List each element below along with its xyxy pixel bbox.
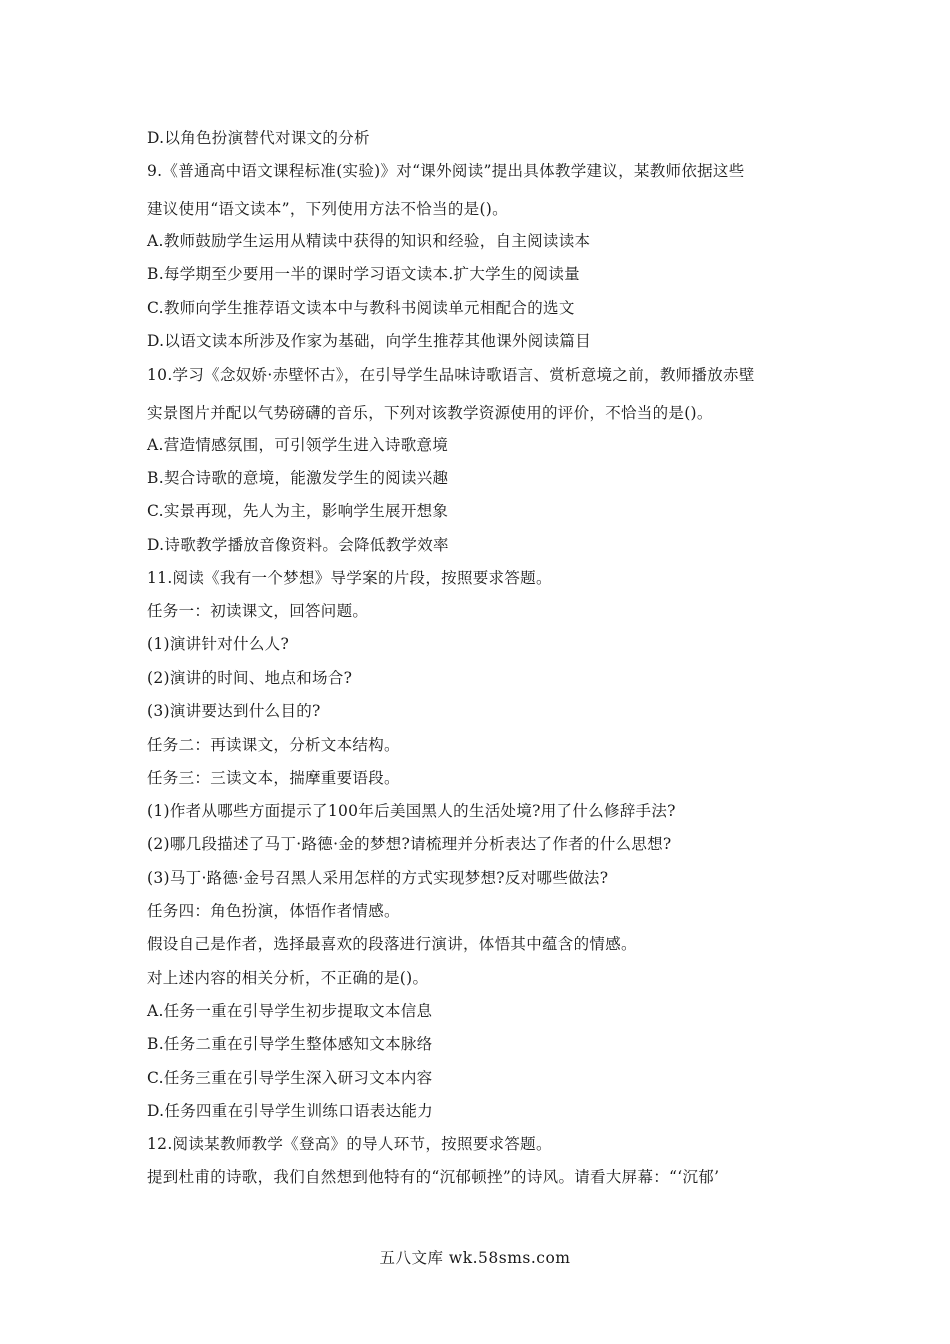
text-line: (2)演讲的时间、地点和场合?: [147, 669, 353, 687]
text-line: (3)演讲要达到什么目的?: [147, 702, 321, 720]
text-line: (1)演讲针对什么人?: [147, 635, 290, 653]
page-footer: 五八文库 wk.58sms.com: [379, 1249, 571, 1267]
text-line: 假设自己是作者，选择最喜欢的段落进行演讲，体悟其中蕴含的情感。: [147, 935, 637, 953]
text-line: 任务三：三读文本，揣摩重要语段。: [147, 769, 400, 787]
text-line: A.任务一重在引导学生初步提取文本信息: [147, 1002, 433, 1020]
text-line: C.教师向学生推荐语文读本中与教科书阅读单元相配合的选文: [147, 299, 575, 317]
text-line: 任务四：角色扮演，体悟作者情感。: [147, 902, 400, 920]
text-line: 实景图片并配以气势磅礴的音乐，下列对该教学资源使用的评价，不恰当的是()。: [147, 404, 713, 422]
text-line: 10.学习《念奴娇·赤壁怀古》，在引导学生品味诗歌语言、赏析意境之前，教师播放赤壁: [147, 366, 755, 384]
text-line: 12.阅读某教师教学《登高》的导人环节，按照要求答题。: [147, 1135, 552, 1153]
text-line: D.以角色扮演替代对课文的分析: [147, 129, 370, 147]
text-line: 提到杜甫的诗歌，我们自然想到他特有的“沉郁顿挫”的诗风。请看大屏幕：“‘沉郁’: [147, 1168, 720, 1186]
text-line: A.营造情感氛围，可引领学生进入诗歌意境: [147, 436, 449, 454]
text-line: D.任务四重在引导学生训练口语表达能力: [147, 1102, 434, 1120]
text-line: 11.阅读《我有一个梦想》导学案的片段，按照要求答题。: [147, 569, 552, 587]
text-line: B.每学期至少要用一半的课时学习语文读本.扩大学生的阅读量: [147, 265, 580, 283]
text-line: B.任务二重在引导学生整体感知文本脉络: [147, 1035, 433, 1053]
text-line: C.任务三重在引导学生深入研习文本内容: [147, 1069, 433, 1087]
text-line: 对上述内容的相关分析，不正确的是()。: [147, 969, 429, 987]
text-line: 9.《普通高中语文课程标准(实验)》对“课外阅读”提出具体教学建议，某教师依据这些: [147, 162, 745, 180]
text-line: B.契合诗歌的意境，能激发学生的阅读兴趣: [147, 469, 449, 487]
text-line: A.教师鼓励学生运用从精读中获得的知识和经验，自主阅读读本: [147, 232, 591, 250]
text-line: (2)哪几段描述了马丁·路德·金的梦想?请梳理并分析表达了作者的什么思想?: [147, 835, 672, 853]
text-line: (3)马丁·路德·金号召黑人采用怎样的方式实现梦想?反对哪些做法?: [147, 869, 609, 887]
text-line: 建议使用“语文读本”，下列使用方法不恰当的是()。: [147, 200, 508, 218]
text-line: 任务二：再读课文，分析文本结构。: [147, 736, 400, 754]
text-line: (1)作者从哪些方面提示了100年后美国黑人的生活处境?用了什么修辞手法?: [147, 802, 676, 820]
text-line: C.实景再现，先人为主，影响学生展开想象: [147, 502, 449, 520]
text-line: D.以语文读本所涉及作家为基础，向学生推荐其他课外阅读篇目: [147, 332, 592, 350]
text-line: 任务一：初读课文，回答问题。: [147, 602, 369, 620]
text-line: D.诗歌教学播放音像资料。会降低教学效率: [147, 536, 449, 554]
